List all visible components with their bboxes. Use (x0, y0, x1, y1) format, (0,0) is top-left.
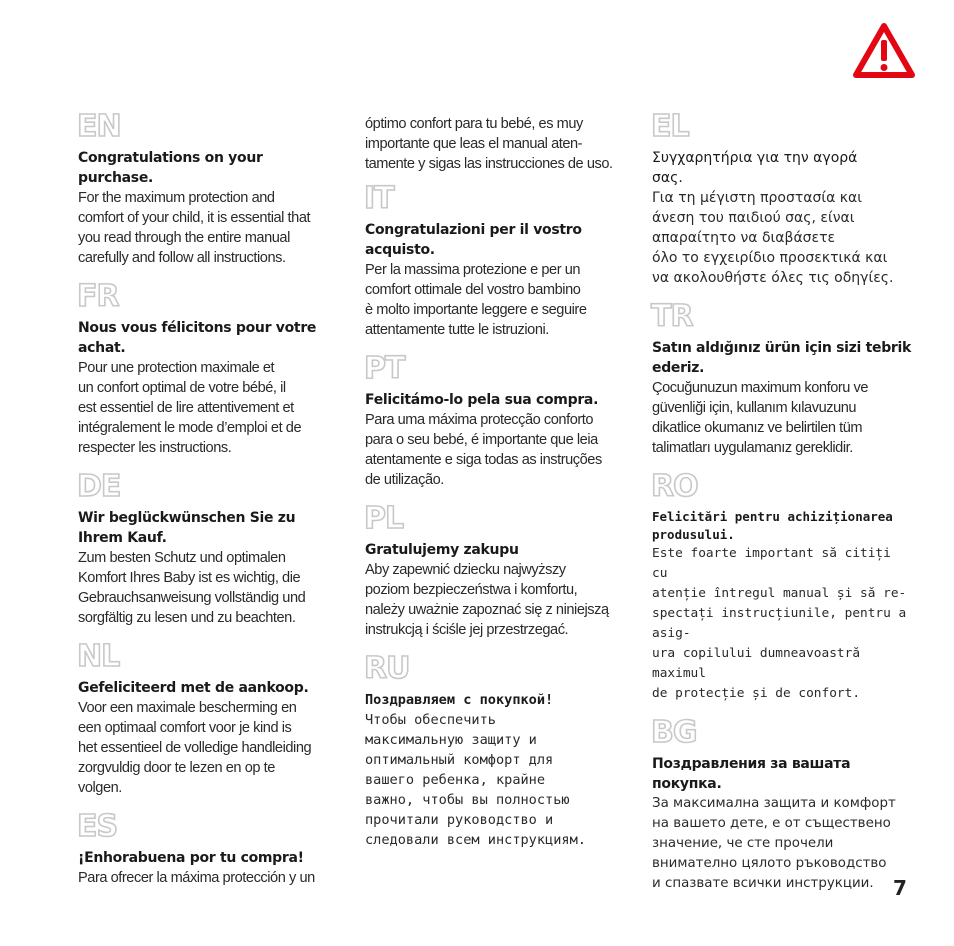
body-line: απαραίτητο να διαβάσετε (652, 230, 836, 246)
section-en (77, 109, 333, 268)
body-line: comfort ottimale del vostro bambino (365, 282, 581, 298)
section-title-el (652, 148, 912, 188)
section-bg (651, 715, 912, 894)
body-line: atenție întregul manual și să re- (652, 586, 907, 601)
section-de (77, 469, 333, 628)
language-code-de: DE (77, 469, 121, 504)
body-line: и спазвате всички инструкции. (652, 876, 874, 891)
body-line: volgen. (78, 780, 122, 796)
body-line: άνεση του παιδιού σας, είναι (652, 210, 855, 226)
section-body-ro (652, 544, 912, 704)
body-line: Чтобы обеспечить (365, 712, 496, 728)
body-line: attentamente tutte le istruzioni. (365, 322, 549, 338)
body-line: you read through the entire manual (78, 230, 290, 246)
title-line: produsului. (652, 527, 735, 542)
title-line: Ihrem Kauf. (78, 530, 167, 546)
body-line: importante que leas el manual aten- (365, 136, 583, 152)
body-line: Gebrauchsanweisung vollständig und (78, 590, 306, 606)
title-line: Felicitări pentru achiziționarea (652, 509, 893, 524)
body-line: Çocuğunuzun maximum konforu ve (652, 380, 869, 396)
section-body-en (78, 188, 333, 268)
body-line: значение, че сте прочели (652, 836, 834, 851)
body-line: óptimo confort para tu bebé, es muy (365, 116, 583, 132)
body-line: een optimaal comfort voor je kind is (78, 720, 292, 736)
section-title-tr (652, 338, 912, 378)
section-body-fr (78, 358, 333, 458)
body-line: het essentieel de volledige handleiding (78, 740, 312, 756)
section-title-en: Congratulations on your purchase. (78, 150, 263, 186)
body-line: Voor een maximale bescherming en (78, 700, 297, 716)
body-line: Pour une protection maximale et (78, 360, 275, 376)
title-line: σας. (652, 170, 683, 186)
body-line: оптимальный комфорт для (365, 752, 554, 768)
language-code-ru: RU (364, 651, 410, 686)
body-line: важно, чтобы вы полностью (365, 792, 570, 808)
body-line: para o seu bebé, é importante que leia (365, 432, 598, 448)
title-line: Поздравления за вашата (652, 756, 851, 772)
section-fr (77, 279, 333, 458)
warning-triangle-icon (852, 22, 916, 80)
language-code-nl: NL (77, 639, 120, 674)
body-line: Zum besten Schutz und optimalen (78, 550, 286, 566)
section-it (364, 181, 625, 340)
body-line: Komfort Ihres Baby ist es wichtig, die (78, 570, 301, 586)
body-line: Este foarte important să citiți cu (652, 546, 891, 581)
section-title-bg (652, 754, 912, 794)
body-line: respecter les instructions. (78, 440, 232, 456)
title-line: Συγχαρητήρια για την αγορά (652, 150, 858, 166)
section-title-ro (652, 508, 912, 544)
title-line: acquisto. (365, 242, 435, 258)
body-line: è molto importante leggere e seguire (365, 302, 587, 318)
body-line: talimatları uygulamanız gereklidir. (652, 440, 853, 456)
title-line: Wir beglückwünschen Sie zu (78, 510, 296, 526)
body-line: de utilização. (365, 472, 444, 488)
section-title-fr (78, 318, 333, 358)
section-pt (364, 351, 625, 490)
language-code-es: ES (77, 809, 118, 844)
body-line: zorgvuldig door te lezen en op te (78, 760, 275, 776)
body-line: sorgfältig zu lesen und zu beachten. (78, 610, 296, 626)
body-line: należy uważnie zapoznać się z niniejszą (365, 602, 609, 618)
column-left (77, 109, 333, 888)
body-line: вашего ребенка, крайне (365, 772, 546, 788)
title-line: покупка. (652, 776, 722, 792)
section-body-es (78, 868, 333, 888)
body-line: güvenliği için, kullanım kılavuzunu (652, 400, 857, 416)
section-ro (651, 469, 912, 704)
section-title-de (78, 508, 333, 548)
title-line: achat. (78, 340, 126, 356)
body-line: прочитали руководство и (365, 812, 554, 828)
body-line: Aby zapewnić dziecku najwyższy (365, 562, 566, 578)
language-code-ro: RO (651, 469, 698, 504)
section-body-it (365, 260, 625, 340)
section-body-pt (365, 410, 625, 490)
language-code-bg: BG (651, 715, 697, 750)
section-nl (77, 639, 333, 798)
body-line: de protecție și de confort. (652, 686, 861, 701)
section-title-es: ¡Enhorabuena por tu compra! (78, 850, 304, 866)
body-line: Per la massima protezione e per un (365, 262, 581, 278)
section-ru (364, 651, 625, 850)
body-line: instrukcją i ściśle jej przestrzegać. (365, 622, 569, 638)
title-line: Satın aldığınız ürün için sizi tebrik (652, 340, 912, 356)
body-line: να ακολουθήστε όλες τις οδηγίες. (652, 270, 894, 286)
body-line: tamente y sigas las instrucciones de uso. (365, 156, 613, 172)
title-line: Nous vous félicitons pour votre (78, 320, 317, 336)
section-body-el (652, 188, 912, 288)
language-code-el: EL (651, 109, 689, 144)
column-middle (365, 114, 625, 850)
section-pl (364, 501, 625, 640)
language-code-pt: PT (364, 351, 405, 386)
column-right (651, 109, 912, 894)
body-line: За максимална защита и комфорт (652, 796, 896, 811)
body-line: dikatlice okumanız ve belirtilen tüm (652, 420, 863, 436)
section-body-de (78, 548, 333, 628)
section-body-tr (652, 378, 912, 458)
language-code-fr: FR (77, 279, 119, 314)
body-line: Para ofrecer la máxima protección y un (78, 870, 315, 886)
body-line: est essentiel de lire attentivement et (78, 400, 294, 416)
title-line: ederiz. (652, 360, 705, 376)
body-line: όλο το εγχειρίδιο προσεκτικά και (652, 250, 888, 266)
section-el (651, 109, 912, 288)
body-line: spectați instrucțiunile, pentru a asig- (652, 606, 907, 641)
section-body-es-continued (365, 114, 625, 174)
body-line: For the maximum protection and (78, 190, 275, 206)
body-line: carefully and follow all instructions. (78, 250, 286, 266)
body-line: ura copilului dumneavoastră maximul (652, 646, 861, 681)
body-line: максимальную защиту и (365, 732, 537, 748)
section-body-bg (652, 794, 912, 894)
section-es (77, 809, 333, 888)
section-title-pt: Felicitámo-lo pela sua compra. (365, 392, 599, 408)
body-line: внимателно цялото ръководство (652, 856, 887, 871)
section-body-nl (78, 698, 333, 798)
section-body-pl (365, 560, 625, 640)
body-line: Para uma máxima protecção conforto (365, 412, 594, 428)
section-title-nl: Gefeliciteerd met de aankoop. (78, 680, 309, 696)
section-title-ru: Поздравляем с покупкой! (365, 692, 554, 708)
language-code-en: EN (77, 109, 121, 144)
body-line: un confort optimal de votre bébé, il (78, 380, 286, 396)
language-code-pl: PL (364, 501, 404, 536)
language-code-tr: TR (651, 299, 693, 334)
body-line: comfort of your child, it is essential that (78, 210, 311, 226)
language-code-it: IT (364, 181, 394, 216)
body-line: Για τη μέγιστη προστασία και (652, 190, 863, 206)
title-line: Congratulazioni per il vostro (365, 222, 582, 238)
page-number: 7 (893, 876, 907, 900)
section-body-ru (365, 710, 625, 850)
body-line: следовали всем инструкциям. (365, 832, 586, 848)
body-line: poziom bezpieczeństwa i komfortu, (365, 582, 578, 598)
section-title-it (365, 220, 625, 260)
body-line: atentamente e siga todas as instruções (365, 452, 602, 468)
body-line: на вашето дете, е от съществено (652, 816, 891, 831)
body-line: intégralement le mode d’emploi et de (78, 420, 302, 436)
section-title-pl: Gratulujemy zakupu (365, 542, 519, 558)
section-tr (651, 299, 912, 458)
